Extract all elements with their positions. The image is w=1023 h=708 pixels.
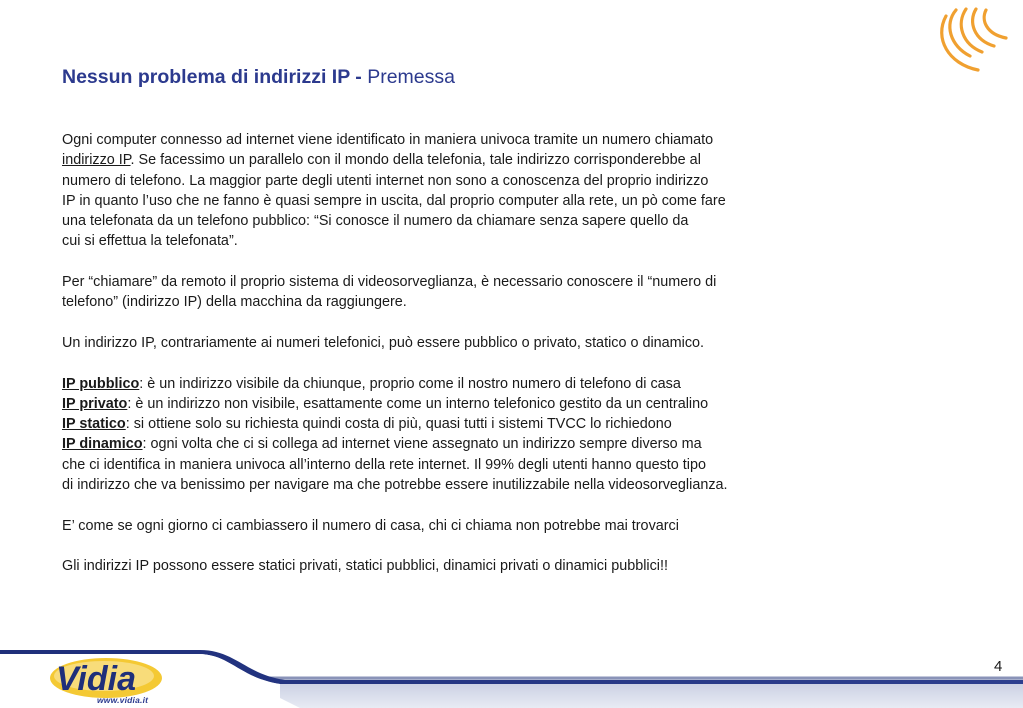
definition-ip-privato bbox=[62, 394, 882, 414]
definition-text: : si ottiene solo su richiesta quindi costa di più, quasi tutti i sistemi TVCC lo richiedono bbox=[125, 416, 672, 433]
text-line: che ci identifica in maniera univoca all’interno della rete internet. Il 99% degli utenti hanno questo tipo bbox=[62, 456, 706, 473]
text-line bbox=[62, 150, 882, 170]
term-ip-statico: IP statico bbox=[62, 416, 126, 433]
text-span: . Se facessimo un parallelo con il mondo della telefonia, tale indirizzo corrisponderebbe al bbox=[130, 152, 701, 169]
paragraph-gap bbox=[62, 495, 882, 515]
definition-ip-statico bbox=[62, 414, 882, 434]
ip-address-term: indirizzo IP bbox=[62, 152, 131, 169]
paragraph-gap bbox=[62, 252, 882, 272]
page-number: 4 bbox=[994, 658, 1003, 675]
definition-text: : è un indirizzo non visibile, esattamente come un interno telefonico gestito da un centralino bbox=[127, 395, 709, 412]
text-line: telefono” (indirizzo IP) della macchina da raggiungere. bbox=[62, 294, 407, 311]
term-ip-privato: IP privato bbox=[62, 395, 128, 412]
paragraph-gap bbox=[62, 536, 882, 556]
body-text bbox=[62, 130, 882, 577]
definition-text: : è un indirizzo visibile da chiunque, proprio come il nostro numero di telefono di casa bbox=[139, 375, 681, 392]
definition-text: : ogni volta che ci si collega ad internet viene assegnato un indirizzo sempre diverso ma bbox=[142, 436, 702, 453]
text-line: IP in quanto l’uso che ne fanno è quasi sempre in uscita, dal proprio computer alla rete, un pò come fare bbox=[62, 192, 726, 209]
text-line: Ogni computer connesso ad internet viene identificato in maniera univoca tramite un numero chiamato bbox=[62, 132, 714, 148]
signal-waves-icon bbox=[936, 6, 1016, 78]
definition-ip-dinamico bbox=[62, 434, 882, 454]
text-line: numero di telefono. La maggior parte degli utenti internet non sono a conoscenza del proprio indirizzo bbox=[62, 172, 709, 189]
term-ip-dinamico: IP dinamico bbox=[62, 436, 143, 453]
text-line: di indirizzo che va benissimo per navigare ma che potrebbe essere inutilizzabile nella videosorveglianza. bbox=[62, 477, 728, 494]
definition-ip-pubblico bbox=[62, 374, 882, 394]
text-line: Per “chiamare” da remoto il proprio sistema di videosorveglianza, è necessario conoscere il “numero di bbox=[62, 274, 717, 291]
text-line: cui si effettua la telefonata”. bbox=[62, 233, 238, 250]
vidia-logo-text: Vidia bbox=[56, 660, 136, 698]
paragraph-gap bbox=[62, 313, 882, 333]
text-line: Gli indirizzi IP possono essere statici privati, statici pubblici, dinamici privati o dinamici pubblici!! bbox=[62, 558, 668, 575]
vidia-url: www.vidia.it bbox=[97, 695, 149, 705]
term-ip-pubblico: IP pubblico bbox=[62, 375, 140, 392]
text-line: Un indirizzo IP, contrariamente ai numeri telefonici, può essere pubblico o privato, statico o dinamico. bbox=[62, 334, 705, 351]
text-line: una telefonata da un telefono pubblico: “Si conosce il numero da chiamare senza sapere quello da bbox=[62, 213, 689, 230]
text-line: E’ come se ogni giorno ci cambiassero il numero di casa, chi ci chiama non potrebbe mai trovarci bbox=[62, 517, 679, 534]
title-main: Nessun problema di indirizzi IP - bbox=[62, 66, 362, 88]
title-sub: Premessa bbox=[367, 66, 455, 88]
paragraph-gap bbox=[62, 353, 882, 373]
page-title bbox=[62, 64, 455, 90]
